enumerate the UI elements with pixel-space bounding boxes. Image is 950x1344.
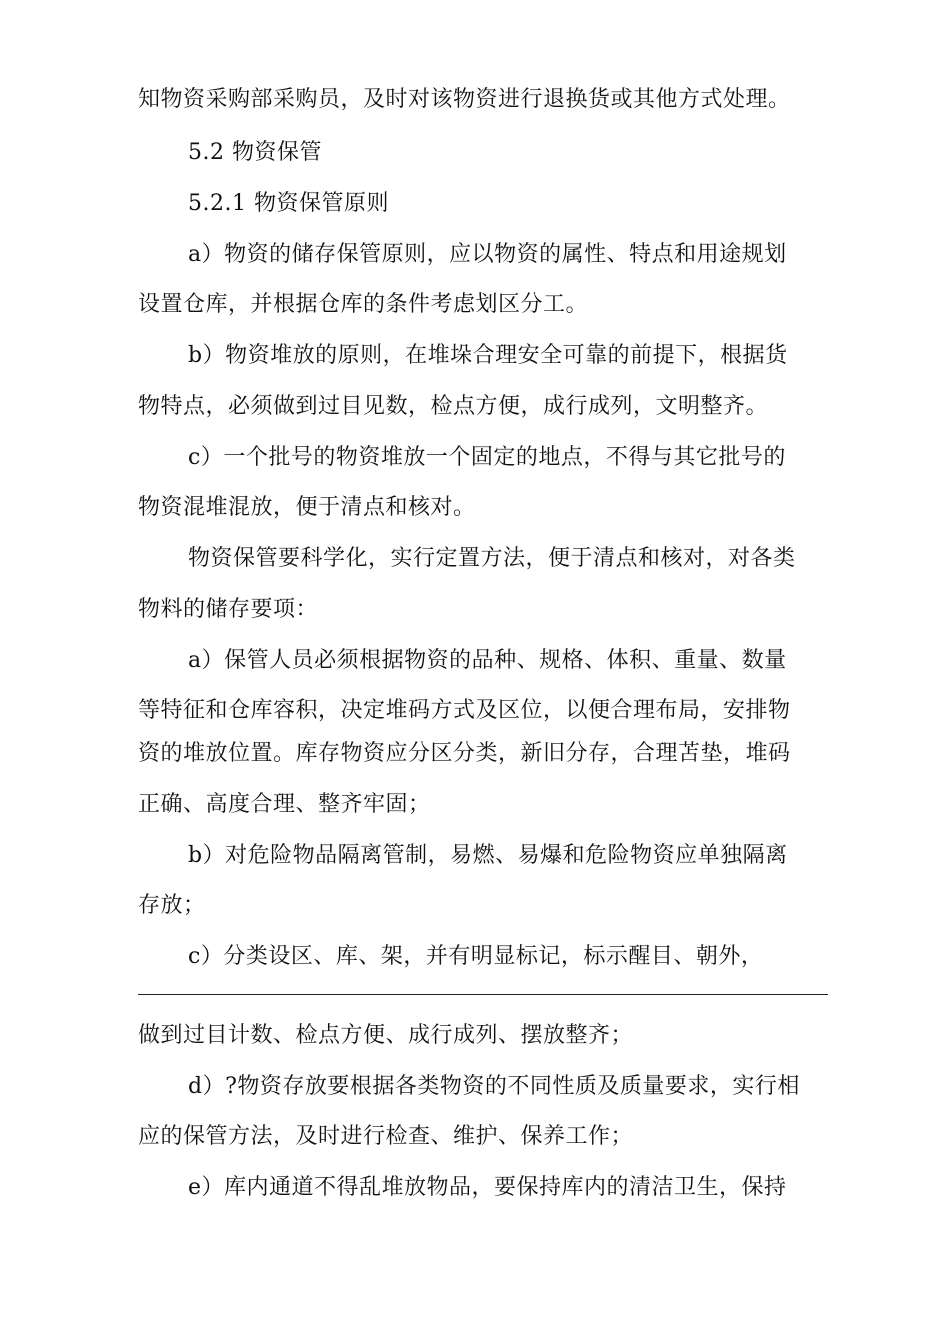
paragraph-line: d）?物资存放要根据各类物资的不同性质及质量要求，实行相 [188, 1074, 800, 1099]
section-heading-5-2-1: 5.2.1 物资保管原则 [188, 191, 389, 216]
paragraph-line: 物资混堆混放，便于清点和核对。 [138, 495, 476, 520]
paragraph-line: 知物资采购部采购员，及时对该物资进行退换货或其他方式处理。 [138, 87, 791, 112]
section-heading-5-2: 5.2 物资保管 [188, 140, 322, 165]
paragraph-line: a）物资的储存保管原则，应以物资的属性、特点和用途规划 [188, 242, 787, 267]
paragraph-line: 应的保管方法，及时进行检查、维护、保养工作； [138, 1124, 634, 1149]
paragraph-line: 做到过目计数、检点方便、成行成列、摆放整齐； [138, 1023, 634, 1048]
page-divider [138, 994, 828, 995]
paragraph-line: a）保管人员必须根据物资的品种、规格、体积、重量、数量 [188, 648, 787, 673]
paragraph-line: b）物资堆放的原则，在堆垛合理安全可靠的前提下，根据货 [188, 343, 788, 368]
paragraph-line: b）对危险物品隔离管制，易燃、易爆和危险物资应单独隔离 [188, 843, 788, 868]
paragraph-line: 物料的储存要项： [138, 597, 319, 622]
paragraph-line: 正确、高度合理、整齐牢固； [138, 792, 431, 817]
paragraph-line: 设置仓库，并根据仓库的条件考虑划区分工。 [138, 292, 589, 317]
paragraph-line: 等特征和仓库容积，决定堆码方式及区位，以便合理布局，安排物 [138, 698, 791, 723]
paragraph-line: 物资保管要科学化，实行定置方法，便于清点和核对，对各类 [188, 546, 796, 571]
paragraph-line: 物特点，必须做到过目见数，检点方便，成行成列，文明整齐。 [138, 394, 769, 419]
paragraph-line: 存放； [138, 893, 206, 918]
paragraph-line: c）一个批号的物资堆放一个固定的地点，不得与其它批号的 [188, 445, 786, 470]
paragraph-line: c）分类设区、库、架，并有明显标记，标示醒目、朝外， [188, 944, 764, 969]
paragraph-line: e）库内通道不得乱堆放物品，要保持库内的清洁卫生，保持 [188, 1175, 787, 1200]
paragraph-line: 资的堆放位置。库存物资应分区分类，新旧分存，合理苫垫，堆码 [138, 741, 791, 766]
